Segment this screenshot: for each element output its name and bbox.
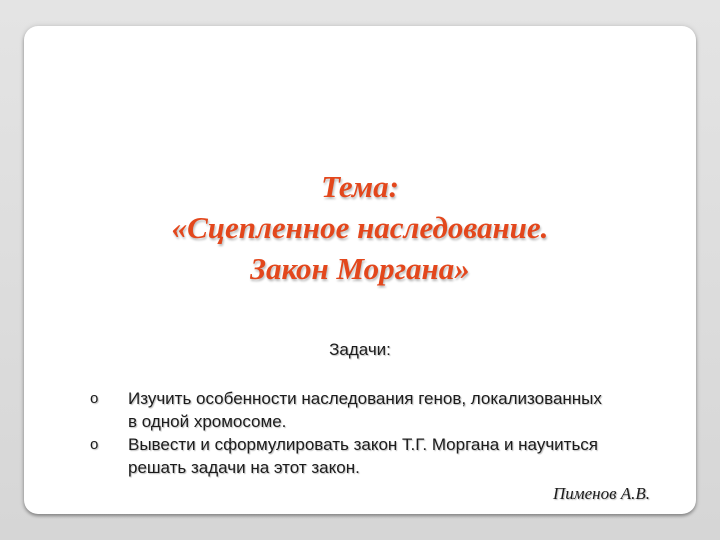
slide-title <box>0 166 720 289</box>
task-text: Вывести и сформулировать закон Т.Г. Моргана и научиться решать задачи на этот закон. <box>128 435 599 477</box>
task-item <box>90 387 610 433</box>
tasks-heading: Задачи: <box>329 340 391 359</box>
hollow-bullet-icon: o <box>90 436 99 453</box>
title-line-2: «Сцепленное наследование. <box>171 210 549 245</box>
title-line-1: Тема: <box>321 169 399 204</box>
hollow-bullet-icon: o <box>90 390 99 407</box>
author-name: Пименов А.В. <box>552 484 650 503</box>
task-text: Изучить особенности наследования генов, локализованных в одной хромосоме. <box>128 389 602 431</box>
title-line-3: Закон Моргана» <box>250 251 470 286</box>
task-item <box>90 433 610 479</box>
